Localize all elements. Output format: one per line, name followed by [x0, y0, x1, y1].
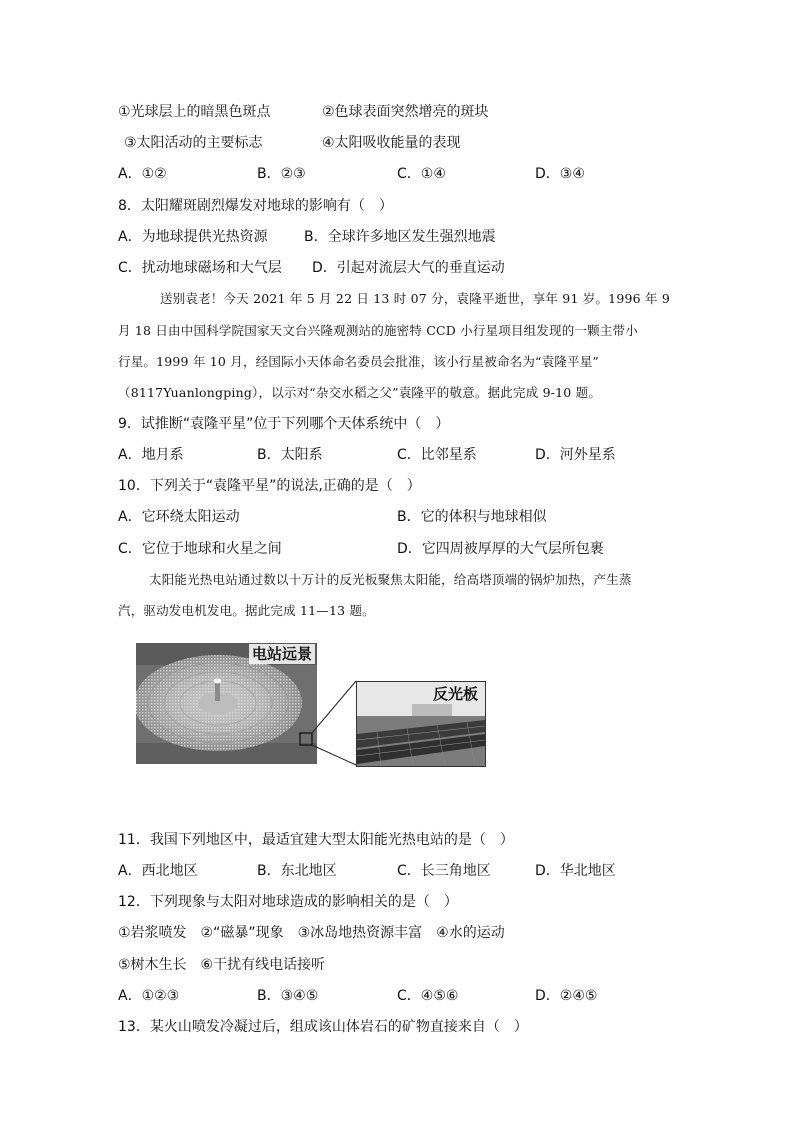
q12-items-line-2: ⑤树木生长 ⑥干扰有线电话接听 [118, 957, 326, 973]
q10-choice-a: A．它环绕太阳运动 [118, 509, 240, 525]
q11-choice-d: D．华北地区 [535, 863, 616, 879]
q12-choice-a: A．①②③ [118, 988, 180, 1004]
q8-stem: 8．太阳耀斑剧烈爆发对地球的影响有（ ） [118, 198, 393, 214]
q7-option-4: ④太阳吸收能量的表现 [322, 135, 461, 151]
q12-choice-d: D．②④⑤ [535, 988, 598, 1004]
q7-choice-a: A．①② [118, 166, 167, 182]
reflector-panel-photo [356, 681, 486, 767]
q8-choice-b: B．全球许多地区发生强烈地震 [304, 229, 496, 245]
q10-choice-d: D．它四周被厚厚的大气层所包裹 [397, 541, 604, 557]
q11-choice-b: B．东北地区 [257, 863, 337, 879]
q11-choice-c: C．长三角地区 [397, 863, 491, 879]
q8-choice-c: C．扰动地球磁场和大气层 [118, 260, 282, 276]
station-distant-label: 电站远景 [249, 644, 315, 664]
passage1-line-3: 行星。1999 年 10 月，经国际小天体命名委员会批准，该小行星被命名为“袁隆平星” [118, 354, 600, 369]
solar-station-figure [136, 643, 486, 765]
q11-stem: 11．我国下列地区中，最适宜建大型太阳能光热电站的是（ ） [118, 832, 514, 848]
passage1-line-4: （8117Yuanlongping），以示对“杂交水稻之父”袁隆平的敬意。据此完成 9-10 题。 [118, 385, 602, 400]
q7-option-1: ①光球层上的暗黑色斑点 [118, 104, 271, 120]
q11-choice-a: A．西北地区 [118, 863, 198, 879]
q8-choice-a: A．为地球提供光热资源 [118, 229, 268, 245]
reflector-panel-label: 反光板 [432, 685, 478, 703]
station-distant-photo [136, 643, 317, 764]
zoom-connector-lines [306, 679, 361, 769]
q7-option-2: ②色球表面突然增亮的斑块 [322, 104, 489, 120]
passage2-line-2: 汽，驱动发电机发电。据此完成 11—13 题。 [118, 603, 375, 618]
passage1-line-1: 送别袁老！今天 2021 年 5 月 22 日 13 时 07 分，袁隆平逝世，享年 91 岁。1996 年 9 [160, 291, 670, 306]
q9-choice-a: A．地月系 [118, 447, 184, 463]
q9-choice-d: D．河外星系 [535, 447, 616, 463]
q10-choice-c: C．它位于地球和火星之间 [118, 541, 282, 557]
q12-choice-b: B．③④⑤ [257, 988, 319, 1004]
q7-option-3: ③太阳活动的主要标志 [124, 135, 263, 151]
q9-stem: 9．试推断“袁隆平星”位于下列哪个天体系统中（ ） [118, 416, 450, 432]
q12-items-line-1: ①岩浆喷发 ②“磁暴”现象 ③冰岛地热资源丰富 ④水的运动 [118, 925, 505, 941]
q10-stem: 10．下列关于“袁隆平星”的说法,正确的是（ ） [118, 478, 421, 494]
q7-choice-c: C．①④ [397, 166, 446, 182]
passage2-line-1: 太阳能光热电站通过数以十万计的反光板聚焦太阳能，给高塔顶端的锅炉加热，产生蒸 [149, 572, 632, 587]
q8-choice-d: D．引起对流层大气的垂直运动 [312, 260, 505, 276]
passage1-line-2: 月 18 日由中国科学院国家天文台兴隆观测站的施密特 CCD 小行星项目组发现的一颗主带小 [118, 323, 638, 338]
q12-stem: 12．下列现象与太阳对地球造成的影响相关的是（ ） [118, 894, 458, 910]
q13-stem: 13．某火山喷发冷凝过后，组成该山体岩石的矿物直接来自（ ） [118, 1019, 528, 1035]
q9-choice-c: C．比邻星系 [397, 447, 477, 463]
q12-choice-c: C．④⑤⑥ [397, 988, 459, 1004]
q7-choice-d: D．③④ [535, 166, 585, 182]
q9-choice-b: B．太阳系 [257, 447, 323, 463]
q7-choice-b: B．②③ [257, 166, 306, 182]
q10-choice-b: B．它的体积与地球相似 [397, 509, 547, 525]
